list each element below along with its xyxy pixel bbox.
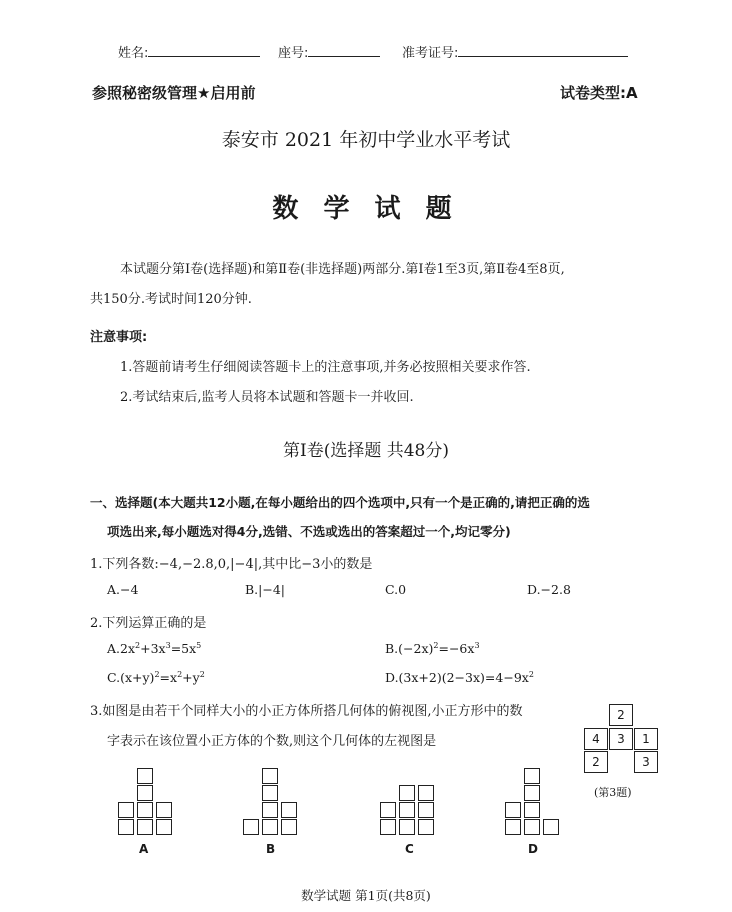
top-view-cell: 1: [634, 728, 658, 750]
confidential-mark: 参照秘密级管理★启用前: [92, 84, 256, 102]
paper-type: 试卷类型:A: [560, 84, 638, 102]
question-2-option-c: $C.(x+y)^2=x^2+y^2$: [107, 670, 205, 686]
intro-line-2: 共150分.考试时间120分钟.: [90, 292, 252, 307]
top-view-figure: [584, 704, 658, 774]
left-view-option-a: [118, 768, 174, 840]
question-2-option-a: $A.2x^2+3x^3=5x^5$: [107, 641, 202, 657]
name-label: 姓名:: [118, 46, 149, 61]
question-1-option-a: A.−4: [107, 582, 139, 597]
left-view-option-b: [243, 768, 299, 840]
left-view-option-c: [380, 785, 436, 840]
section-title: 第Ⅰ卷(选择题 共48分): [282, 441, 449, 461]
exam-title: 泰安市 2021 年初中学业水平考试: [221, 129, 511, 151]
top-view-cell: 3: [609, 728, 633, 750]
question-1-option-b: B.|−4|: [245, 582, 286, 597]
notice-item-2: 2.考试结束后,监考人员将本试题和答题卡一并收回.: [120, 390, 414, 405]
name-field: [118, 42, 260, 61]
question-2-option-b: $B.(-2x)^2=-6x^3$: [385, 641, 480, 657]
ticket-field: [402, 42, 628, 61]
figure-caption: (第3题): [594, 786, 632, 799]
question-2-stem: 2.下列运算正确的是: [90, 616, 207, 631]
top-view-cell: 2: [584, 751, 608, 773]
part-heading-1: 一、选择题(本大题共12小题,在每小题给出的四个选项中,只有一个是正确的,请把正确的选: [90, 495, 590, 510]
option-c-label: C: [405, 842, 414, 856]
question-2-option-d: $D.(3x+2)(2-3x)=4-9x^2$: [385, 670, 534, 686]
notice-title: 注意事项:: [90, 330, 148, 345]
question-3-stem-2: 字表示在该位置小正方体的个数,则这个几何体的左视图是: [107, 734, 437, 749]
part-heading-2: 项选出来,每小题选对得4分,选错、不选或选出的答案超过一个,均记零分): [107, 524, 511, 539]
question-1-option-d: D.−2.8: [527, 582, 571, 597]
question-1-stem: 1.下列各数:−4,−2.8,0,|−4|,其中比−3小的数是: [90, 557, 373, 572]
top-view-cell: 4: [584, 728, 608, 750]
option-a-label: A: [139, 842, 149, 856]
seat-field: [278, 42, 380, 61]
page-footer: 数学试题 第1页(共8页): [301, 888, 431, 903]
option-d-label: D: [528, 842, 538, 856]
top-view-cell: 2: [609, 704, 633, 726]
question-3-stem-1: 3.如图是由若干个同样大小的小正方体所搭几何体的俯视图,小正方形中的数: [90, 704, 523, 719]
notice-item-1: 1.答题前请考生仔细阅读答题卡上的注意事项,并务必按照相关要求作答.: [120, 360, 531, 375]
option-b-label: B: [266, 842, 276, 856]
seat-label: 座号:: [278, 46, 309, 61]
question-1-option-c: C.0: [385, 582, 407, 597]
left-view-option-d: [505, 768, 561, 840]
top-view-cell: 3: [634, 751, 658, 773]
subject-title: 数 学 试 题: [272, 194, 460, 224]
ticket-label: 准考证号:: [402, 46, 459, 61]
intro-line-1: 本试题分第Ⅰ卷(选择题)和第Ⅱ卷(非选择题)两部分.第Ⅰ卷1至3页,第Ⅱ卷4至8页,: [120, 262, 565, 277]
